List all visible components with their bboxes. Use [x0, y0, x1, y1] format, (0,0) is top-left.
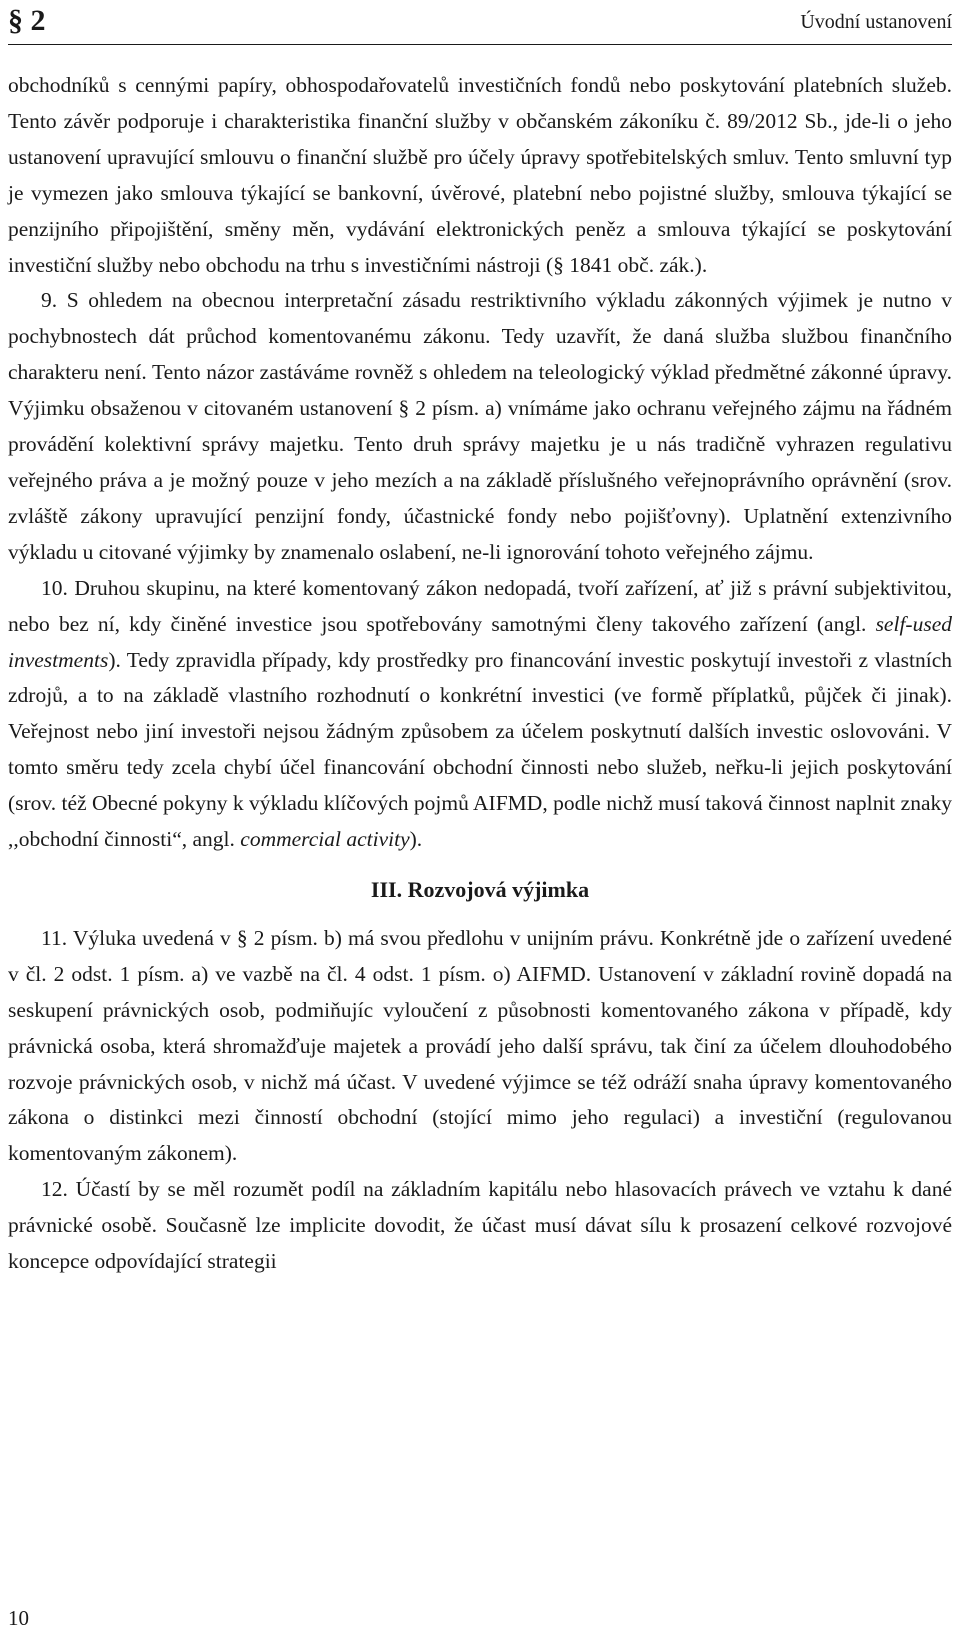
paragraph-10-part-2: ). Tedy zpravidla případy, kdy prostředky pro financování investic poskytují investoři z vlastních zdrojů, a to na základě vlastního rozhodnutí o konkrétní investici (ve formě příplatků, půjček či jinak). Veřejnost nebo jiní investoři nejsou žádným způsobem za účelem poskytnutí dalších investic oslovováni. V tomto směru tedy zcela chybí účel financování obchodní činnosti nebo služeb, neřku-li jejich poskytování (srov. též Obecné pokyny k výkladu klíčových pojmů AIFMD, podle nichž musí taková činnost naplnit znaky ,,obchodní činnosti“, angl. [8, 647, 952, 852]
paragraph-9: 9. S ohledem na obecnou interpretační zásadu restriktivního výkladu zákonných výjimek je nutno v pochybnostech dát průchod komentovanému zákonu. Tedy uzavřít, že daná služba službou finančního charakteru není. Tento názor zastáváme rovněž s ohledem na teleologický výklad předmětné zákonné úpravy. Výjimku obsaženou v citovaném ustanovení § 2 písm. a) vnímáme jako ochranu veřejného zájmu na řádném provádění kolektivní správy majetku. Tento druh správy majetku je u nás tradičně vyhrazen regulativu veřejného práva a je možný pouze v jeho mezích a na základě příslušného veřejnoprávního oprávnění (srov. zvláště zákony upravující penzijní fondy, účastnické fondy nebo pojišťovny). Uplatnění extenzivního výkladu u citované výjimky by znamenalo oslabení, ne-li ignorování tohoto veřejného zájmu. [8, 288, 952, 564]
paragraph-10-italic-term-2: commercial activity [240, 827, 410, 852]
body-text [8, 68, 952, 1280]
paragraph-10-italic-term-1: self-used investments [8, 611, 952, 672]
paragraph-12: 12. Účastí by se měl rozumět podíl na základním kapitálu nebo hlasovacích právech ve vztahu k dané právnické osobě. Současně lze implicite dovodit, že účast musí dávat sílu k prosazení celkové rozvojové koncepce odpovídající strategii [8, 1177, 952, 1274]
section-number: § 2 [8, 4, 46, 37]
paragraph-11: 11. Výluka uvedená v § 2 písm. b) má svou předlohu v unijním právu. Konkrétně jde o zařízení uvedené v čl. 2 odst. 1 písm. a) ve vazbě na čl. 4 odst. 1 písm. o) AIFMD. Ustanovení v základní rovině dopadá na seskupení právnických osob, podmiňujíc vyloučení z působnosti komentovaného zákona v případě, kdy právnická osoba, která shromažďuje majetek a provádí jeho další správu, tak činí za účelem dlouhodobého rozvoje právnických osob, v nichž má účast. V uvedené výjimce se též odráží snaha úpravy komentovaného zákona o distinkci mezi činností obchodní (stojící mimo jeho regulaci) a investiční (regulovanou komentovaným zákonem). [8, 925, 952, 1166]
running-header [8, 0, 952, 45]
paragraph-10-part-3: ). [409, 827, 423, 852]
page-number: 10 [8, 1606, 29, 1630]
paragraph-10-part-1: 10. Druhou skupinu, na které komentovaný zákon nedopadá, tvoří zařízení, ať již s právní subjektivitou, nebo bez ní, kdy činěné investice jsou spotřebovány samotnými členy takového zařízení (angl. [8, 575, 952, 636]
paragraph-continued: obchodníků s cennými papíry, obhospodařovatelů investičních fondů nebo poskytování platebních služeb. Tento závěr podporuje i charakteristika finanční služby v občanském zákoníku č. 89/2012 Sb., jde-li o jeho ustanovení upravující smlouvu o finanční službě pro účely úpravy spotřebitelských smluv. Tento smluvní typ je vymezen jako smlouva týkající se bankovní, úvěrové, platební nebo pojistné služby, smlouva týkající se penzijního připojištění, směny měn, vydávání elektronických peněz a smlouva týkající se poskytování investiční služby nebo obchodu na trhu s investičními nástroji (§ 1841 obč. zák.). [8, 73, 952, 277]
paragraph-10 [8, 571, 952, 858]
running-title: Úvodní ustanovení [800, 11, 952, 33]
section-heading: III. Rozvojová výjimka [370, 876, 590, 902]
